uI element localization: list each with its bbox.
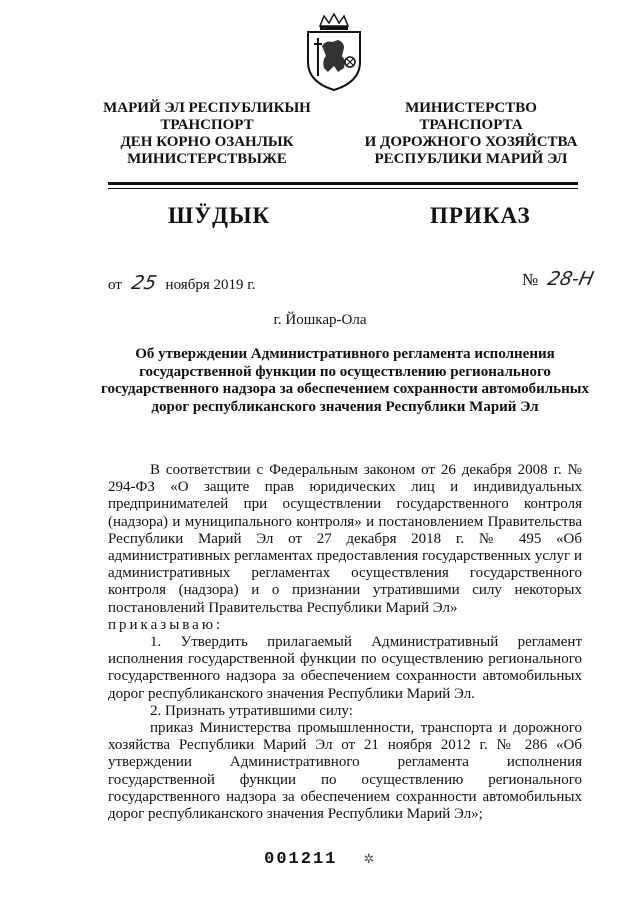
header-left-line: ТРАНСПОРТ [160,117,254,133]
header-left-line: ДЕН КОРНО ОЗАНЛЫК [120,134,294,150]
header-left-block [92,100,322,168]
header-right-line: МИНИСТЕРСТВО [405,100,537,116]
header-divider-thick [108,182,578,185]
document-city: г. Йошкар-Ола [273,312,367,328]
date-day-handwritten: 25 [129,272,159,294]
date-rest: ноября 2019 г. [165,277,256,293]
doc-type-russian: ПРИКАЗ [430,203,531,228]
header-left-line: МИНИСТЕРСТВЫЖЕ [127,151,287,167]
header-right-block [356,100,586,168]
document-date [108,272,255,294]
document-title: Об утверждении Административного регламента исполнения государственной функции по осуществлению регионального государственного надзора за обеспечением сохранности автомобильных дорог республиканского значения Республики Марий Эл [101,346,589,415]
header-right-line: РЕСПУБЛИКИ МАРИЙ ЭЛ [374,151,568,167]
serial-number: 001211 [264,850,338,869]
document-serial [0,848,640,869]
coat-of-arms-icon [298,12,370,92]
document-body [108,462,582,823]
body-paragraph: В соответствии с Федеральным законом от 26 декабря 2008 г. № 294-ФЗ «О защите прав юридических лиц и индивидуальных предпринимателей при осуществлении государственного контроля (надзора) и муниципального контроля» и постановлением Правительства Республики Марий Эл от 27 декабря 2018 г. № 495 «Об административных регламентах предоставления государственных услуг и административных регламентах осуществления государственного контроля (надзора) и о признании утратившими силу некоторых постановлений Правительства Республики Марий Эл» [108,462,582,616]
body-paragraph: приказ Министерства промышленности, транспорта и дорожного хозяйства Республики Марий Эл от 21 ноября 2012 г. № 286 «Об утверждении Административного регламента исполнения государственной функции по осуществлению регионального государственного надзора за обеспечением сохранности автомобильных дорог республиканского значения Республики Марий Эл»; [108,720,582,823]
document-number [522,268,600,290]
number-label: № [522,270,539,289]
doc-type-mari: ШӰДЫК [168,203,271,228]
serial-mark-icon: ✲ [363,850,376,869]
date-prefix: от [108,277,122,293]
header-divider-thin [108,188,578,189]
header-left-line: МАРИЙ ЭЛ РЕСПУБЛИКЫН [103,100,311,116]
header-right-line: ТРАНСПОРТА [419,117,523,133]
number-value-handwritten: 28-Н [546,268,597,290]
body-paragraph: 2. Признать утратившими силу: [150,702,353,719]
body-paragraph: 1. Утвердить прилагаемый Административный регламент исполнения государственной функции по осуществлению регионального государственного надзора за обеспечением сохранности автомобильных дорог республиканского значения Республики Марий Эл. [108,634,582,702]
header-right-line: И ДОРОЖНОГО ХОЗЯЙСТВА [364,134,578,150]
body-order-word: приказываю: [108,616,224,633]
